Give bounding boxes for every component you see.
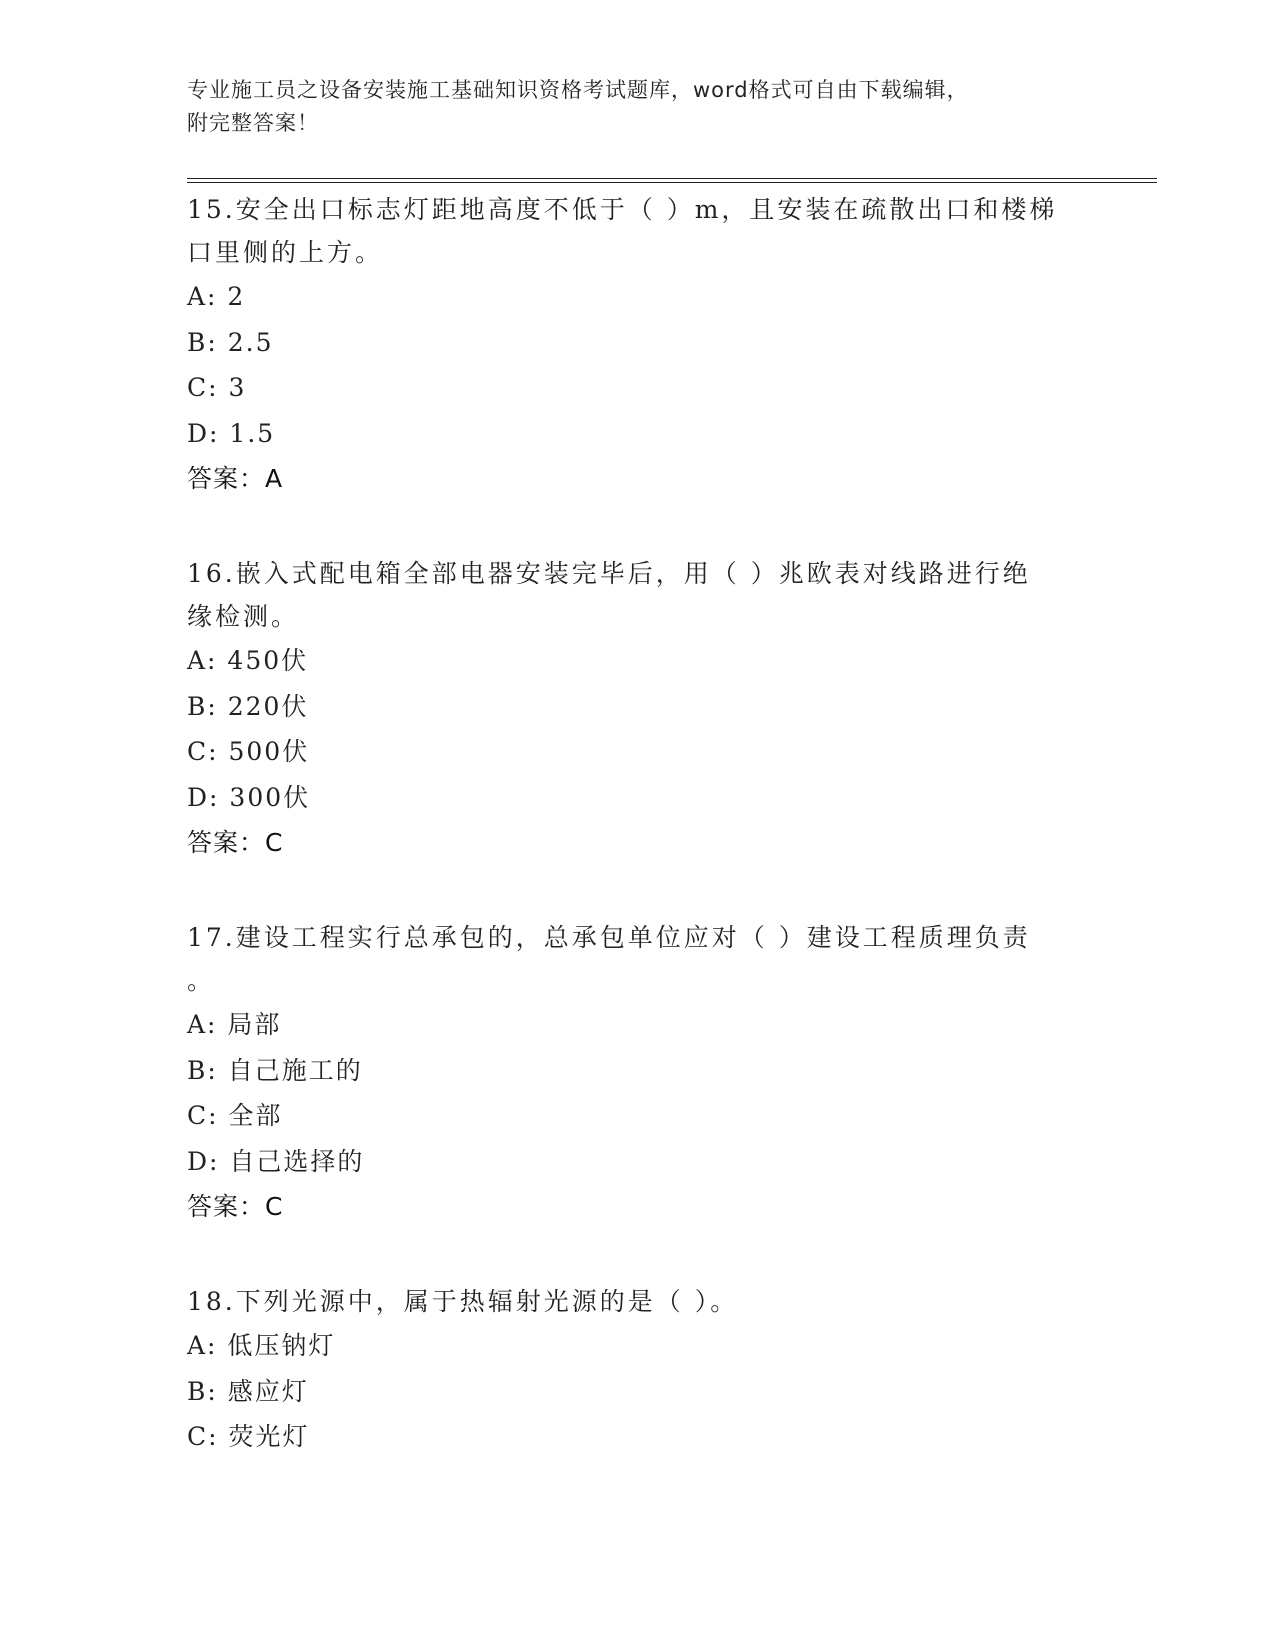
option-a: A: 低压钠灯 [187, 1331, 336, 1360]
question-text-line-1: 17.建设工程实行总承包的，总承包单位应对（ ）建设工程质理负责 [187, 923, 1031, 952]
option-c: C: 全部 [187, 1101, 283, 1130]
question-text-line-1: 15.安全出口标志灯距地高度不低于（ ）m，且安装在疏散出口和楼梯 [187, 195, 1058, 224]
answer: 答案：C [187, 1192, 284, 1221]
option-c: C: 荧光灯 [187, 1422, 310, 1451]
question-16 [187, 552, 1087, 865]
header-divider-top [187, 178, 1157, 179]
question-text-line-2: 缘检测。 [187, 602, 300, 631]
question-15 [187, 188, 1087, 501]
option-b: B: 220伏 [187, 691, 309, 721]
option-b: B: 感应灯 [187, 1376, 309, 1406]
option-d: D: 300伏 [187, 782, 311, 812]
option-d: D: 1.5 [187, 418, 276, 448]
question-text-line-1: 16.嵌入式配电箱全部电器安装完毕后，用（ ）兆欧表对线路进行绝 [187, 559, 1031, 588]
document-header [187, 74, 1067, 140]
question-17 [187, 916, 1087, 1229]
option-b: B: 2.5 [187, 327, 274, 357]
question-18 [187, 1280, 1087, 1460]
question-text-line-2: 。 [187, 966, 216, 995]
header-line-1: 专业施工员之设备安装施工基础知识资格考试题库，word格式可自由下载编辑， [187, 78, 969, 102]
option-a: A: 局部 [187, 1010, 282, 1039]
question-text-line-2: 口里侧的上方。 [187, 238, 384, 267]
option-a: A: 2 [187, 282, 246, 311]
answer: 答案：A [187, 464, 284, 493]
answer: 答案：C [187, 828, 284, 857]
option-d: D: 自己选择的 [187, 1146, 365, 1176]
option-b: B: 自己施工的 [187, 1055, 363, 1085]
question-text-line-1: 18.下列光源中，属于热辐射光源的是（ ）。 [187, 1287, 739, 1316]
header-line-2: 附完整答案！ [187, 111, 319, 135]
header-divider-bottom [187, 182, 1157, 183]
option-a: A: 450伏 [187, 646, 309, 675]
option-c: C: 3 [187, 373, 247, 402]
option-c: C: 500伏 [187, 737, 310, 766]
